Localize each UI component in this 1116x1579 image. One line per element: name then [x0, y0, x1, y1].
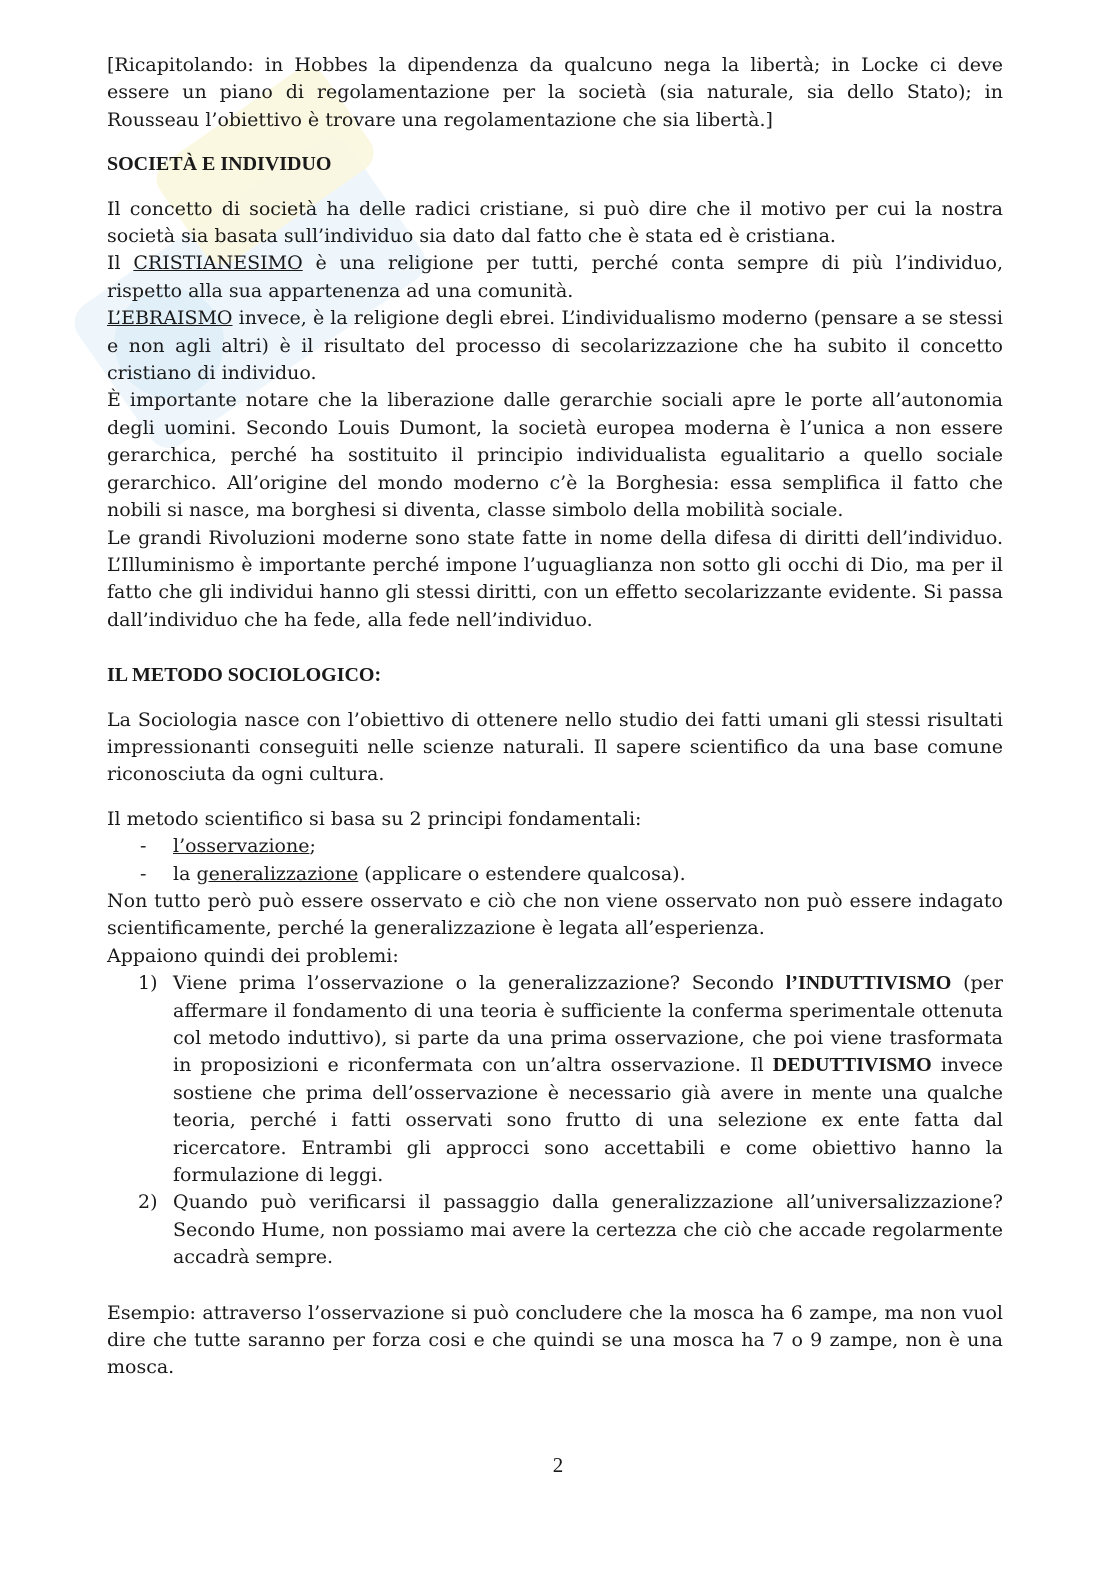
list-number: 1) [138, 972, 158, 995]
paragraph-non-tutto: Non tutto però può essere osservato e ciò che non viene osservato non può essere indagato scientificamente, perché la generalizzazione è legata all’esperienza. [107, 889, 1003, 940]
term-ebraismo: L’EBRAISMO [107, 307, 233, 330]
text-part: Viene prima l’osservazione o la generalizzazione? Secondo [173, 972, 786, 995]
term-osservazione: l’osservazione [173, 835, 310, 858]
text-part: Quando può verificarsi il passaggio dalla generalizzazione all’universalizzazione? Secondo Hume, non possiamo mai avere la certezza che ciò che accade regolarmente accadrà sempre. [173, 1191, 1003, 1269]
paragraph-ebraismo [107, 305, 1003, 387]
page-number: 2 [552, 1453, 564, 1477]
term-induttivismo: l’INDUTTIVISMO [785, 972, 952, 995]
text-prefix: la [173, 862, 197, 885]
text-rest: è una religione per tutti, perché conta sempre di più l’individuo, rispetto alla sua appartenenza ad una comunità. [107, 252, 1003, 302]
term-generalizzazione: generalizzazione [196, 862, 359, 885]
text-rest: (applicare o estendere qualcosa). [358, 862, 686, 885]
list-item [107, 1189, 1003, 1271]
term-deduttivismo: DEDUTTIVISMO [772, 1054, 932, 1077]
list-dash: - [140, 835, 147, 858]
text-part: invece sostiene che prima dell’osservazione è necessario già avere in mente una qualche teoria, perché i fatti osservati sono frutto di una selezione ex ente fatta dal ricercatore. Entrambi gli approcci sono accettabili e come obiettivo hanno la formulazione di leggi. [173, 1054, 1003, 1187]
paragraph-sociologia: La Sociologia nasce con l’obiettivo di ottenere nello studio dei fatti umani gli stessi risultati impressionanti conseguiti nelle scienze naturali. Il sapere scientifico da una base comune riconosciuta da ogni cultura. [107, 708, 1003, 786]
paragraph-cristianesimo [107, 250, 1003, 305]
paragraph-rivoluzioni: Le grandi Rivoluzioni moderne sono state fatte in nome della difesa di diritti dell’individuo. L’Illuminismo è importante perché impone l’uguaglianza non sotto gli occhi di Dio, ma per il fatto che gli individui hanno gli stessi diritti, con un effetto secolarizzante evidente. Si passa dall’individuo che ha fede, alla fede nell’individuo. [107, 526, 1003, 631]
recap-paragraph: [Ricapitolando: in Hobbes la dipendenza da qualcuno nega la libertà; in Locke ci deve essere un piano di regolamentazione per la società (sia naturale, sia dello Stato); in Rousseau l’obiettivo è trovare una regolamentazione che sia libertà.] [107, 54, 1003, 131]
list-item [107, 861, 1003, 888]
term-cristianesimo: CRISTIANESIMO [133, 252, 303, 275]
list-item [107, 833, 1003, 860]
paragraph-problemi: Appaiono quindi dei problemi: [107, 944, 399, 967]
paragraph-esempio: Esempio: attraverso l’osservazione si può concludere che la mosca ha 6 zampe, ma non vuol dire che tutte saranno per forza cosi e che quindi se una mosca ha 7 o 9 zampe, non è una mosca. [107, 1301, 1003, 1379]
heading-metodo-sociologico: IL METODO SOCIOLOGICO: [107, 664, 382, 687]
document-page [107, 52, 1003, 1382]
paragraph-metodo-scientifico: Il metodo scientifico si basa su 2 principi fondamentali: [107, 807, 642, 830]
paragraph-concetto-societa: Il concetto di società ha delle radici cristiane, si può dire che il motivo per cui la nostra società sia basata sull’individuo sia dato dal fatto che è stata ed è cristiana. [107, 197, 1003, 248]
text-part: (per affermare il fondamento di una teoria è sufficiente la conferma sperimentale ottenuta col metodo induttivo), si parte da una prima osservazione, che poi viene trasformata in proposizioni e riconfermata con un’altra osservazione. Il [173, 972, 1003, 1077]
heading-societa-e-individuo: SOCIETÀ E INDIVIDUO [107, 153, 332, 176]
text-rest: invece, è la religione degli ebrei. L’individualismo moderno (pensare a se stessi e non agli altri) è il risultato del processo di secolarizzazione che ha subito il concetto cristiano di individuo. [107, 307, 1003, 385]
text-rest: ; [309, 835, 316, 858]
list-number: 2) [138, 1191, 158, 1214]
problems-list [107, 970, 1003, 1271]
list-item [107, 970, 1003, 1189]
principles-list [107, 833, 1003, 888]
list-dash: - [140, 862, 147, 885]
paragraph-dumont: È importante notare che la liberazione dalle gerarchie sociali apre le porte all’autonomia degli uomini. Secondo Louis Dumont, la società europea moderna è l’unica a non essere gerarchica, perché ha sostituito il principio individualista egualitario a quello sociale gerarchico. All’origine del mondo moderno c’è la Borghesia: essa semplifica il fatto che nobili si nasce, ma borghesi si diventa, classe simbolo della mobilità sociale. [107, 389, 1003, 522]
text-prefix: Il [107, 252, 134, 275]
